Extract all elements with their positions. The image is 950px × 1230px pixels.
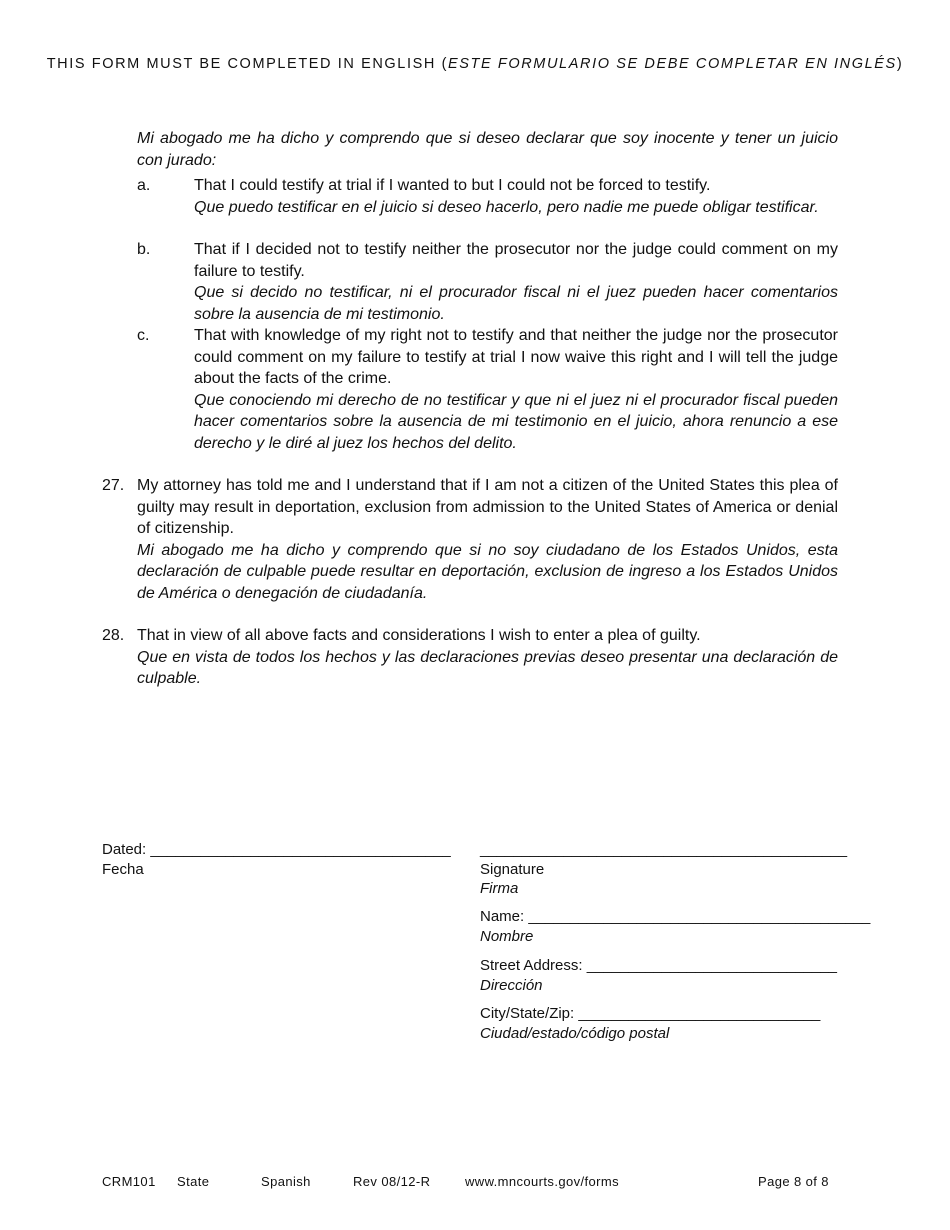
- city-label: City/State/Zip: _____________________________: [480, 1005, 821, 1022]
- name-field[interactable]: [480, 907, 870, 946]
- item-label: c.: [137, 327, 150, 344]
- footer-jurisdiction: State: [177, 1174, 210, 1189]
- signature-label: Signature: [480, 860, 545, 878]
- address-field[interactable]: [480, 956, 837, 995]
- item-number: 28.: [102, 627, 125, 644]
- item-spanish: Que en vista de todos los hechos y las declaraciones previas deseo presentar una declaración de culpable.: [137, 648, 838, 687]
- signature-line: ____________________________________________: [480, 841, 848, 858]
- item-english: My attorney has told me and I understand that if I am not a citizen of the United States this plea of guilty may result in deportation, exclusion from admission to the United States of America or denial of citizenship.: [137, 477, 838, 537]
- signature-sub: Firma: [480, 880, 519, 897]
- header-spanish: ESTE FORMULARIO SE DEBE COMPLETAR EN INGLÉS: [448, 56, 897, 72]
- address-label: Street Address: ______________________________: [480, 957, 837, 974]
- item-english: That in view of all above facts and considerations I wish to enter a plea of guilty.: [137, 627, 701, 644]
- header-english: THIS FORM MUST BE COMPLETED IN ENGLISH (: [46, 56, 448, 72]
- footer-page-number: Page 8 of 8: [758, 1174, 829, 1189]
- list-item-a: [137, 175, 838, 218]
- numbered-item-27: [102, 475, 838, 604]
- item-spanish: Que conociendo mi derecho de no testificar y que ni el juez ni el procurador fiscal pueden hacer comentarios sobre la ausencia de mi testimonio en el juicio, ahora renuncio a ese derecho y le diré al juez los hechos del delito.: [194, 391, 838, 452]
- item-label: b.: [137, 241, 151, 258]
- item-number: 27.: [102, 477, 125, 494]
- footer-revision: Rev 08/12-R: [353, 1174, 431, 1189]
- dated-field[interactable]: [102, 840, 451, 879]
- item-label: a.: [137, 177, 151, 194]
- numbered-item-28: [102, 625, 838, 690]
- item-spanish: Que puedo testificar en el juicio si deseo hacerlo, pero nadie me puede obligar testificar.: [194, 198, 819, 216]
- city-field[interactable]: [480, 1004, 820, 1043]
- city-sub: Ciudad/estado/código postal: [480, 1024, 670, 1042]
- address-sub: Dirección: [480, 976, 543, 994]
- footer-form-id: CRM101: [102, 1174, 156, 1189]
- header-close: ): [896, 56, 904, 72]
- item-english: That I could testify at trial if I wanted to but I could not be forced to testify.: [194, 177, 711, 194]
- name-sub: Nombre: [480, 927, 534, 945]
- list-item-c: [137, 325, 838, 454]
- item-english: That with knowledge of my right not to testify and that neither the judge nor the prosecutor could comment on my failure to testify at trial I now waive this right and I will tell the judge about the facts of the crime.: [194, 327, 838, 387]
- footer-language: Spanish: [261, 1174, 311, 1189]
- footer-url[interactable]: www.mncourts.gov/forms: [465, 1174, 620, 1189]
- dated-sub: Fecha: [102, 860, 144, 878]
- intro-spanish: Mi abogado me ha dicho y comprendo que si deseo declarar que soy inocente y tener un juicio con jurado:: [137, 130, 838, 169]
- item-spanish: Mi abogado me ha dicho y comprendo que si no soy ciudadano de los Estados Unidos, esta declaración de culpable puede resultar en deportación, exclusion de ingreso a los Estados Unidos de América o denegación de ciudadanía.: [137, 541, 838, 602]
- page-header: [0, 56, 950, 72]
- name-label: Name: _________________________________________: [480, 908, 871, 925]
- item-spanish: Que si decido no testificar, ni el procurador fiscal ni el juez pueden hacer comentarios sobre la ausencia de mi testimonio.: [194, 284, 838, 323]
- list-item-b: [137, 239, 838, 325]
- item-english: That if I decided not to testify neither the prosecutor nor the judge could comment on my failure to testify.: [194, 241, 838, 280]
- signature-field[interactable]: [480, 840, 847, 899]
- dated-label: Dated: ____________________________________: [102, 841, 451, 858]
